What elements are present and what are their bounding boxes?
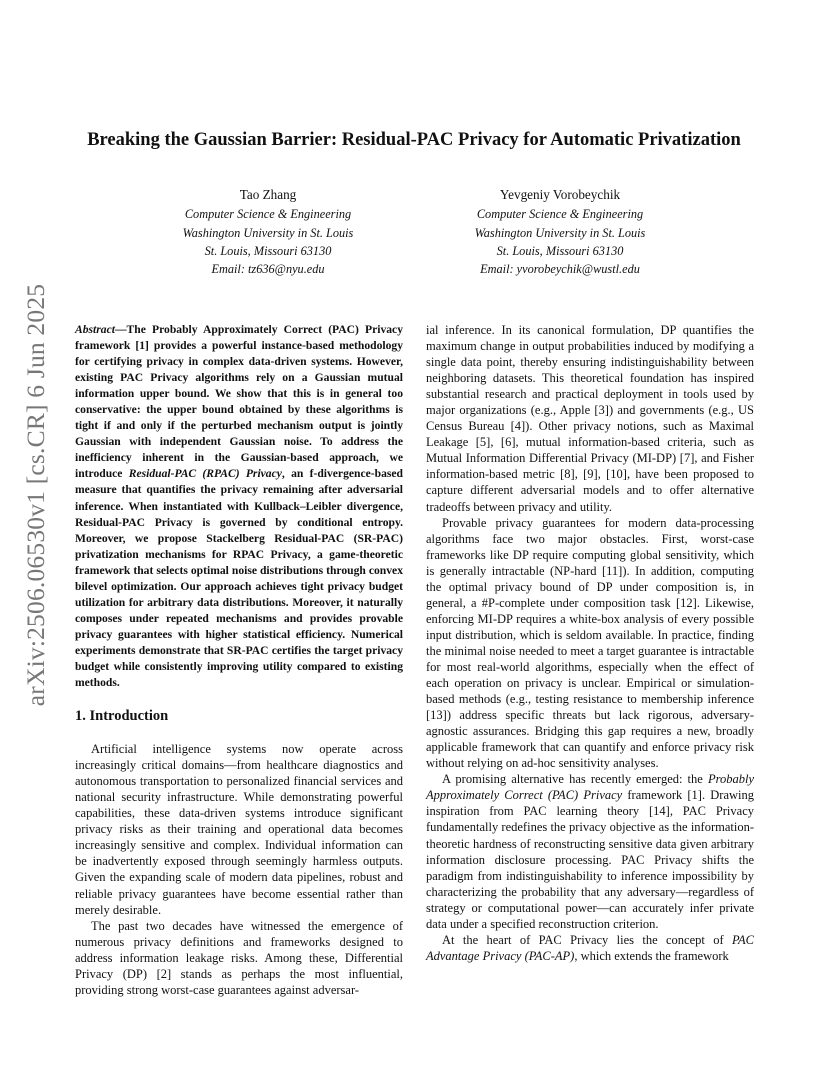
author-university: Washington University in St. Louis [474, 225, 646, 240]
left-column [75, 322, 403, 998]
author-department: Computer Science & Engineering [476, 207, 644, 222]
arxiv-identifier-text: arXiv:2506.06530v1 [cs.CR] 6 Jun 2025 [21, 283, 50, 707]
body-paragraph: Provable privacy guarantees for modern data-processing algorithms face two major obstacles. First, worst-case frameworks like DP require computing global sensitivity, which is generally intractable (NP-hard [11]). In addition, computing the optimal privacy bound of DP under composition is, in general, a #P-complete under composition task [12]. Likewise, enforcing MI-DP requires a white-box analysis of every possible input distribution, which is seldom available. In practice, finding the minimal noise needed to meet a target guarantee is intractable for most real-world algorithms, especially when the effect of each operation on privacy is unclear. Empirical or simulation-based methods (e.g., testing resistance to membership inference [13]) address specific threats but lack rigorous, adversary-agnostic assurances. Bridging this gap requires a new, broadly applicable framework that can quantify and enforce privacy risk without relying on ad-hoc sensitivity analyses. [426, 515, 754, 771]
author-name: Tao Zhang [239, 187, 297, 202]
author-department: Computer Science & Engineering [184, 207, 352, 222]
abstract-text-part1: —The Probably Approximately Correct (PAC) Privacy framework [1] provides a powerful instance-based methodology for certifying privacy in complex data-driven systems. However, existing PAC Privacy algorithms rely on a Gaussian mutual information upper bound. We show that this is in general too conservative: the upper bound obtained by these algorithms is tight if and only if the perturbed mechanism output is jointly Gaussian with independent Gaussian noise. To address the inefficiency inherent in the Gaussian-based approach, we introduce [75, 323, 403, 481]
author-block [138, 186, 398, 278]
abstract-emphasis: Residual-PAC (RPAC) Privacy [128, 467, 282, 481]
body-text: A promising alternative has recently emerged: the [442, 772, 708, 787]
author-university: Washington University in St. Louis [182, 225, 354, 240]
author-location: St. Louis, Missouri 63130 [204, 243, 332, 258]
body-paragraph: Artificial intelligence systems now operate across increasingly critical domains—from healthcare diagnostics and autonomous transportation to personalized financial services and national security infrastructure. While demonstrating powerful capabilities, these data-driven systems introduce significant privacy risks as their training and operational data becomes increasingly sensitive and complex. Individual information can be inadvertently exposed through seemingly harmless outputs. Given the expanding scale of modern data pipelines, robust and reliable privacy guarantees have become essential rather than merely desirable. [75, 742, 403, 917]
author-name: Yevgeniy Vorobeychik [499, 187, 621, 202]
body-emphasis: PAC Advantage Privacy (PAC-AP) [426, 932, 754, 963]
author-email: Email: tz636@nyu.edu [211, 262, 325, 277]
arxiv-identifier [14, 283, 58, 707]
abstract-text-part2: , an f-divergence-based measure that quantifies the privacy remaining after adversarial inference. When instantiated with Kullback–Leibler divergence, Residual-PAC Privacy is governed by conditional entropy. Moreover, we propose Stackelberg Residual-PAC (SR-PAC) privatization mechanisms for RPAC Privacy, a game-theoretic framework that selects optimal noise distributions through convex bilevel optimization. Our approach achieves tight privacy budget utilization for arbitrary data distributions. Moreover, it naturally composes under repeated mechanisms and provides provable privacy guarantees with higher statistical efficiency. Numerical experiments demonstrate that SR-PAC certifies the target privacy budget while consistently improving utility compared to existing methods. [75, 467, 403, 690]
paper-title: Breaking the Gaussian Barrier: Residual-PAC Privacy for Automatic Privatization [87, 130, 741, 150]
body-emphasis: Probably Approximately Correct (PAC) Privacy [426, 772, 754, 803]
author-email: Email: yvorobeychik@wustl.edu [480, 262, 640, 277]
body-text: framework [1]. Drawing inspiration from PAC learning theory [14], PAC Privacy fundamentally redefines the privacy objective as the information-theoretic hardness of reconstructing sensitive data given arbitrary information disclosure processing. PAC Privacy shifts the paradigm from indistinguishability to inference impossibility by characterizing the probability that any adversary—regardless of strategy or computational power—can accurately infer private data under a specified reconstruction criterion. [426, 788, 754, 931]
author-location: St. Louis, Missouri 63130 [496, 243, 624, 258]
right-column [426, 322, 754, 964]
abstract [75, 322, 403, 691]
body-text: At the heart of PAC Privacy lies the concept of [442, 932, 732, 947]
author-block [430, 186, 690, 278]
body-paragraph: ial inference. In its canonical formulation, DP quantifies the maximum change in output probabilities induced by modifying a single data point, thereby ensuring indistinguishability between neighboring datasets. This theoretical foundation has inspired substantial research and practical deployment in tools used by major organizations (e.g., Apple [3]) and governments (e.g., US Census Bureau [4]). Other privacy notions, such as Maximal Leakage [5], [6], mutual information-based criteria, such as Mutual Information Differential Privacy (MI-DP) [7], and Fisher information-based metric [8], [9], [10], have been proposed to capture different adversarial models and to offer alternative tradeoffs between privacy and utility. [426, 323, 754, 514]
body-paragraph [426, 932, 754, 964]
body-paragraph [426, 771, 754, 931]
body-text: , which extends the framework [574, 948, 729, 963]
body-paragraph: The past two decades have witnessed the emergence of numerous privacy definitions and frameworks designed to address information leakage risks. Among these, Differential Privacy (DP) [2] stands as perhaps the most influential, providing strong worst-case guarantees against adversar- [75, 918, 403, 997]
section-heading: 1. Introduction [75, 708, 169, 725]
abstract-label: Abstract [75, 323, 115, 336]
